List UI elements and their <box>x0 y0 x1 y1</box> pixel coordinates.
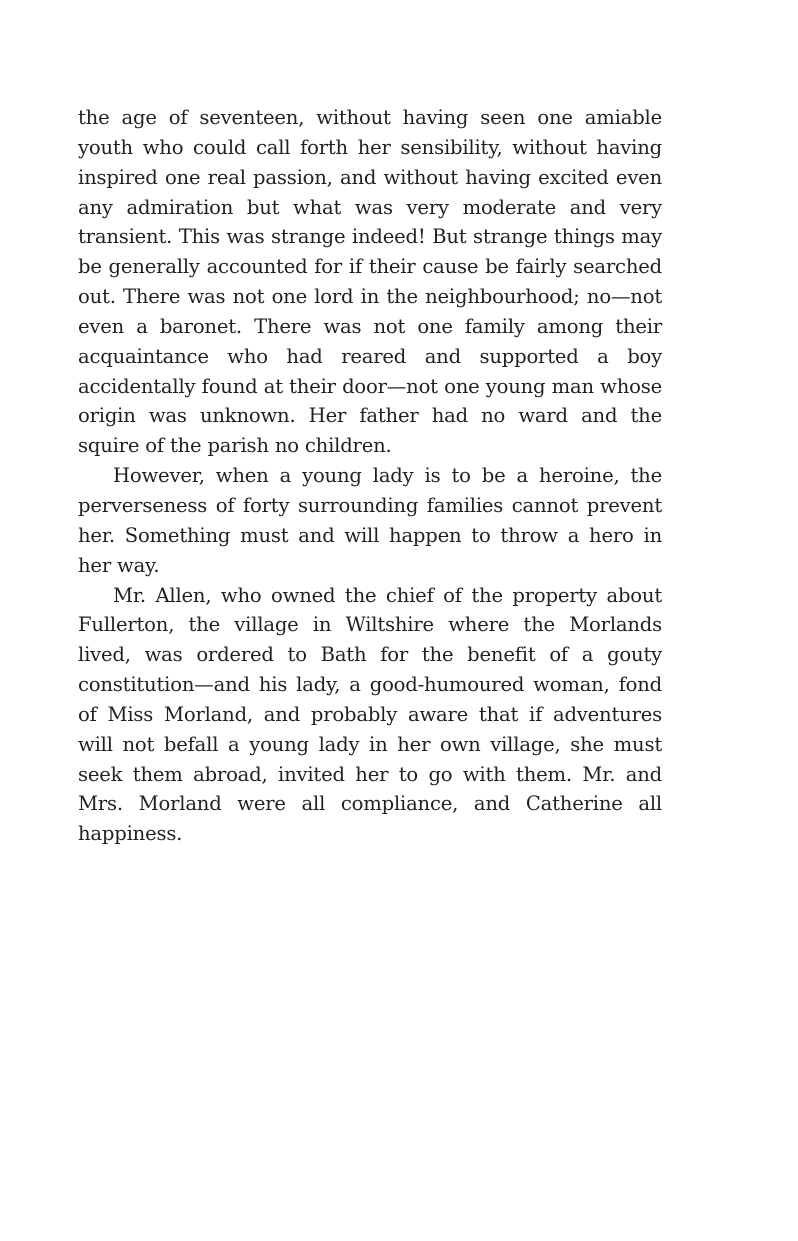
paragraph-1: the age of seventeen, without having seen one amiable youth who could call forth her sensibility, without having inspired one real passion, and without having excited even any admiration but what was very moderate and very transient. This was strange indeed! But strange things may be generally accounted for if their cause be fairly searched out. There was not one lord in the neighbourhood; no—not even a baronet. There was not one family among their acquaintance who had reared and supported a boy accidentally found at their door—not one young man whose origin was unknown. Her father had no ward and the squire of the parish no children. <box>78 106 662 458</box>
paragraph-2: However, when a young lady is to be a heroine, the perverseness of forty surrounding families cannot prevent her. Something must and will happen to throw a hero in her way. <box>78 464 662 577</box>
body-text <box>78 103 662 849</box>
paragraph-3: Mr. Allen, who owned the chief of the property about Fullerton, the village in Wiltshire where the Morlands lived, was ordered to Bath for the benefit of a gouty constitution—and his lady, a good-humoured woman, fond of Miss Morland, and probably aware that if adventures will not befall a young lady in her own village, she must seek them abroad, invited her to go with them. Mr. and Mrs. Morland were all compliance, and Catherine all happiness. <box>78 583 662 846</box>
